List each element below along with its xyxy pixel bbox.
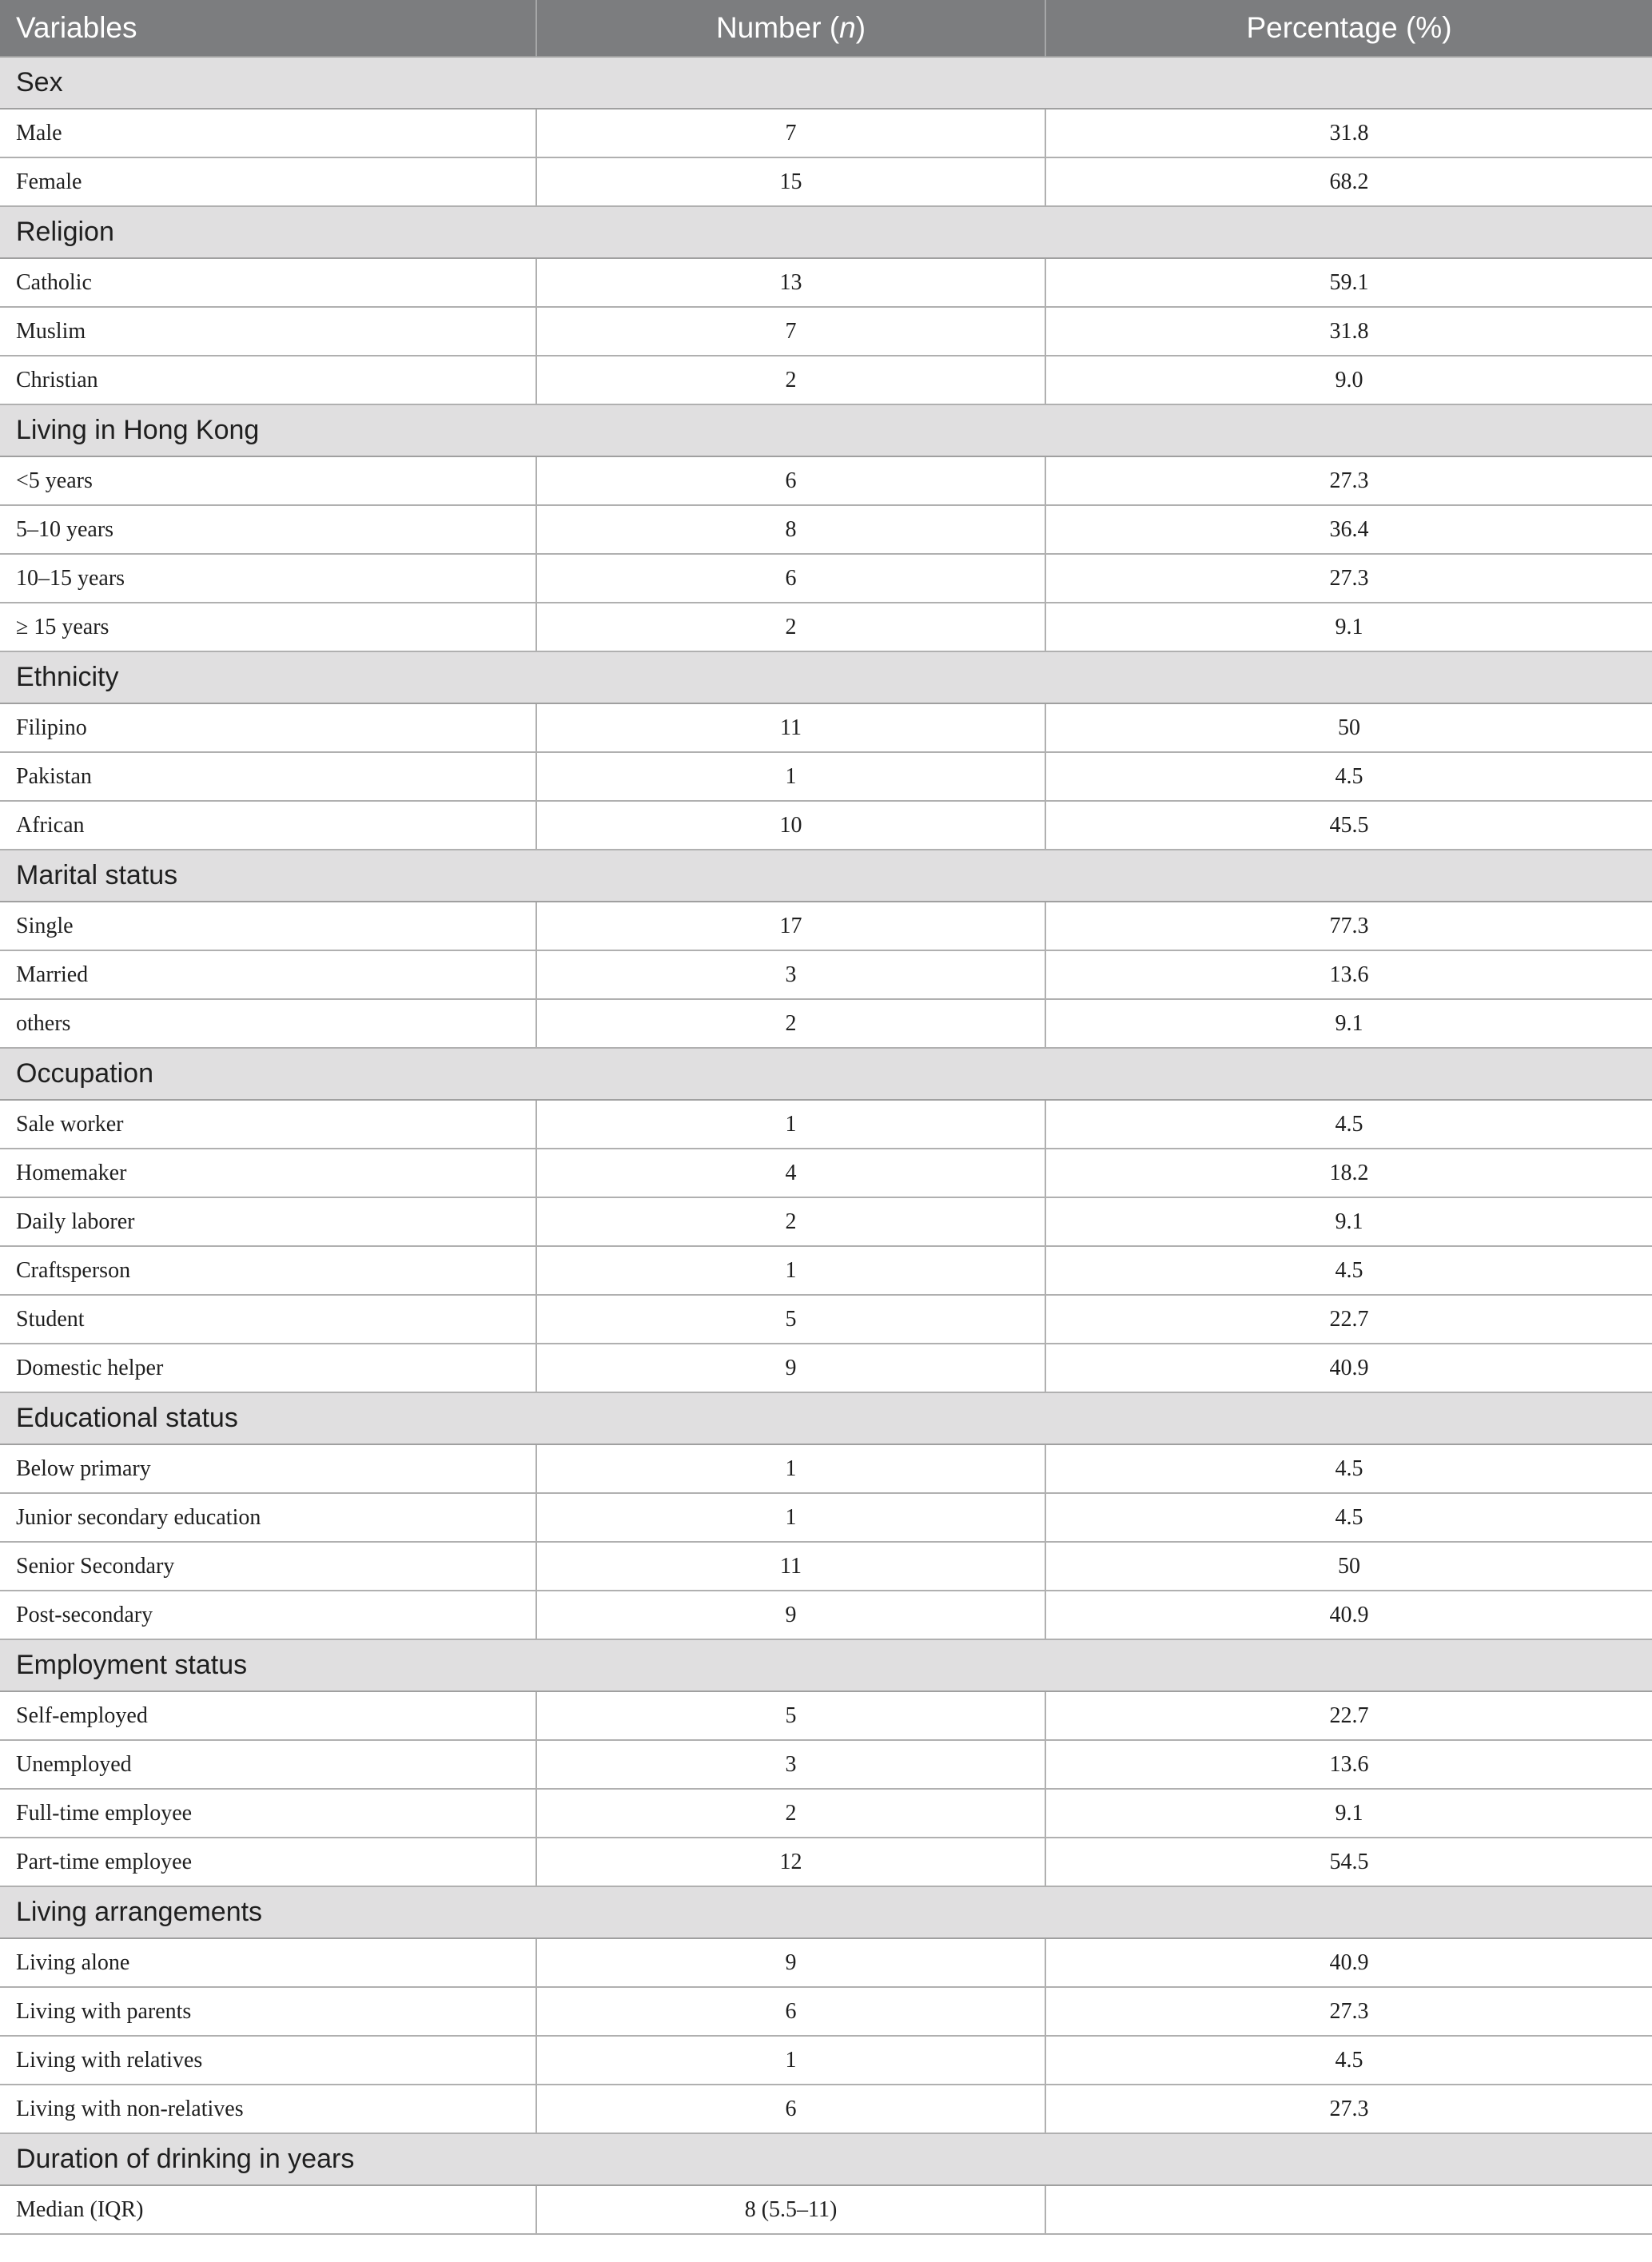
row-label: Living with parents	[0, 1987, 536, 2036]
section-title: Religion	[0, 206, 1652, 258]
section-header-row	[0, 1048, 1652, 1100]
row-number: 17	[536, 902, 1045, 950]
row-label: Muslim	[0, 307, 536, 356]
row-number: 1	[536, 1100, 1045, 1149]
row-number: 2	[536, 999, 1045, 1048]
row-percentage: 59.1	[1045, 258, 1652, 307]
table-row	[0, 1987, 1652, 2036]
row-label: Unemployed	[0, 1740, 536, 1789]
row-label: Christian	[0, 356, 536, 404]
row-label: Post-secondary	[0, 1591, 536, 1639]
row-number: 5	[536, 1295, 1045, 1344]
row-percentage: 9.1	[1045, 1789, 1652, 1838]
row-number: 6	[536, 456, 1045, 505]
table-row	[0, 902, 1652, 950]
table-row	[0, 2085, 1652, 2133]
row-number: 9	[536, 1938, 1045, 1987]
row-label: Below primary	[0, 1444, 536, 1493]
table-row	[0, 505, 1652, 554]
row-percentage: 31.8	[1045, 109, 1652, 157]
row-percentage: 4.5	[1045, 1493, 1652, 1542]
row-percentage: 4.5	[1045, 2036, 1652, 2085]
table-row	[0, 1691, 1652, 1740]
row-percentage: 27.3	[1045, 554, 1652, 603]
row-percentage: 50	[1045, 703, 1652, 752]
table-body	[0, 57, 1652, 2234]
table-row	[0, 1789, 1652, 1838]
row-label: Full-time employee	[0, 1789, 536, 1838]
row-label: Living with relatives	[0, 2036, 536, 2085]
row-number: 10	[536, 801, 1045, 850]
section-title: Occupation	[0, 1048, 1652, 1100]
table-row	[0, 1838, 1652, 1886]
table-row	[0, 356, 1652, 404]
section-header-row	[0, 57, 1652, 109]
row-percentage: 40.9	[1045, 1591, 1652, 1639]
row-number: 6	[536, 1987, 1045, 2036]
row-percentage: 54.5	[1045, 1838, 1652, 1886]
row-percentage: 13.6	[1045, 1740, 1652, 1789]
header-number-suffix: )	[855, 11, 866, 44]
row-label: Daily laborer	[0, 1197, 536, 1246]
row-percentage: 22.7	[1045, 1691, 1652, 1740]
row-label: Part-time employee	[0, 1838, 536, 1886]
row-number: 6	[536, 2085, 1045, 2133]
row-label: Living alone	[0, 1938, 536, 1987]
row-label: Filipino	[0, 703, 536, 752]
row-label: Female	[0, 157, 536, 206]
header-row	[0, 0, 1652, 57]
row-percentage: 9.1	[1045, 603, 1652, 651]
table-row	[0, 1197, 1652, 1246]
row-label: Median (IQR)	[0, 2185, 536, 2234]
row-label: <5 years	[0, 456, 536, 505]
row-label: 5–10 years	[0, 505, 536, 554]
row-number: 12	[536, 1838, 1045, 1886]
row-number: 1	[536, 2036, 1045, 2085]
table-row	[0, 1246, 1652, 1295]
table-row	[0, 1295, 1652, 1344]
row-percentage: 40.9	[1045, 1344, 1652, 1392]
table-row	[0, 307, 1652, 356]
row-percentage: 9.1	[1045, 999, 1652, 1048]
row-number: 1	[536, 752, 1045, 801]
row-number: 11	[536, 703, 1045, 752]
section-header-row	[0, 404, 1652, 456]
row-number: 3	[536, 1740, 1045, 1789]
table-row	[0, 1344, 1652, 1392]
row-number: 6	[536, 554, 1045, 603]
table-row	[0, 950, 1652, 999]
row-label: Self-employed	[0, 1691, 536, 1740]
row-label: ≥ 15 years	[0, 603, 536, 651]
table-row	[0, 2036, 1652, 2085]
row-label: Catholic	[0, 258, 536, 307]
row-number: 11	[536, 1542, 1045, 1591]
row-percentage: 4.5	[1045, 1444, 1652, 1493]
row-percentage: 77.3	[1045, 902, 1652, 950]
table-row	[0, 109, 1652, 157]
row-percentage: 9.0	[1045, 356, 1652, 404]
header-variables: Variables	[0, 0, 536, 57]
table-header	[0, 0, 1652, 57]
section-title: Employment status	[0, 1639, 1652, 1691]
row-label: Homemaker	[0, 1149, 536, 1197]
row-label: African	[0, 801, 536, 850]
header-number	[536, 0, 1045, 57]
table-row	[0, 554, 1652, 603]
table-row	[0, 456, 1652, 505]
row-number: 9	[536, 1344, 1045, 1392]
row-label: Single	[0, 902, 536, 950]
row-label: Sale worker	[0, 1100, 536, 1149]
row-label: Junior secondary education	[0, 1493, 536, 1542]
row-number: 8 (5.5–11)	[536, 2185, 1045, 2234]
table-row	[0, 2185, 1652, 2234]
table-row	[0, 1149, 1652, 1197]
section-title: Ethnicity	[0, 651, 1652, 703]
row-number: 7	[536, 109, 1045, 157]
table-row	[0, 1938, 1652, 1987]
table-row	[0, 258, 1652, 307]
row-number: 15	[536, 157, 1045, 206]
row-label: others	[0, 999, 536, 1048]
row-percentage: 4.5	[1045, 752, 1652, 801]
section-title: Sex	[0, 57, 1652, 109]
row-percentage: 40.9	[1045, 1938, 1652, 1987]
row-percentage: 50	[1045, 1542, 1652, 1591]
row-percentage: 31.8	[1045, 307, 1652, 356]
row-percentage: 22.7	[1045, 1295, 1652, 1344]
row-label: Married	[0, 950, 536, 999]
row-label: Pakistan	[0, 752, 536, 801]
section-header-row	[0, 1392, 1652, 1444]
row-percentage: 4.5	[1045, 1100, 1652, 1149]
row-percentage	[1045, 2185, 1652, 2234]
row-label: Senior Secondary	[0, 1542, 536, 1591]
table-row	[0, 603, 1652, 651]
table-row	[0, 703, 1652, 752]
row-label: Living with non-relatives	[0, 2085, 536, 2133]
row-percentage: 27.3	[1045, 1987, 1652, 2036]
section-header-row	[0, 651, 1652, 703]
row-percentage: 45.5	[1045, 801, 1652, 850]
row-percentage: 18.2	[1045, 1149, 1652, 1197]
section-title: Living in Hong Kong	[0, 404, 1652, 456]
header-number-italic: n	[839, 11, 856, 44]
row-percentage: 9.1	[1045, 1197, 1652, 1246]
row-number: 3	[536, 950, 1045, 999]
section-title: Duration of drinking in years	[0, 2133, 1652, 2185]
table-row	[0, 1591, 1652, 1639]
table-row	[0, 999, 1652, 1048]
row-number: 2	[536, 1197, 1045, 1246]
table-row	[0, 1542, 1652, 1591]
row-number: 5	[536, 1691, 1045, 1740]
section-title: Educational status	[0, 1392, 1652, 1444]
section-header-row	[0, 1639, 1652, 1691]
row-number: 1	[536, 1444, 1045, 1493]
table-row	[0, 1493, 1652, 1542]
row-number: 13	[536, 258, 1045, 307]
table-row	[0, 752, 1652, 801]
header-percentage: Percentage (%)	[1045, 0, 1652, 57]
row-label: Male	[0, 109, 536, 157]
section-header-row	[0, 1886, 1652, 1938]
row-label: Craftsperson	[0, 1246, 536, 1295]
table-row	[0, 157, 1652, 206]
row-percentage: 13.6	[1045, 950, 1652, 999]
row-number: 7	[536, 307, 1045, 356]
section-header-row	[0, 206, 1652, 258]
row-percentage: 68.2	[1045, 157, 1652, 206]
row-number: 4	[536, 1149, 1045, 1197]
row-number: 1	[536, 1493, 1045, 1542]
row-percentage: 4.5	[1045, 1246, 1652, 1295]
header-number-prefix: Number (	[715, 11, 840, 44]
row-number: 8	[536, 505, 1045, 554]
table-row	[0, 1100, 1652, 1149]
table-row	[0, 1740, 1652, 1789]
section-header-row	[0, 850, 1652, 902]
row-percentage: 27.3	[1045, 456, 1652, 505]
table-row	[0, 1444, 1652, 1493]
row-number: 2	[536, 603, 1045, 651]
section-title: Living arrangements	[0, 1886, 1652, 1938]
row-label: Student	[0, 1295, 536, 1344]
row-percentage: 36.4	[1045, 505, 1652, 554]
row-label: 10–15 years	[0, 554, 536, 603]
table-row	[0, 801, 1652, 850]
row-number: 2	[536, 356, 1045, 404]
row-number: 2	[536, 1789, 1045, 1838]
section-header-row	[0, 2133, 1652, 2185]
row-number: 1	[536, 1246, 1045, 1295]
row-label: Domestic helper	[0, 1344, 536, 1392]
row-percentage: 27.3	[1045, 2085, 1652, 2133]
row-number: 9	[536, 1591, 1045, 1639]
section-title: Marital status	[0, 850, 1652, 902]
